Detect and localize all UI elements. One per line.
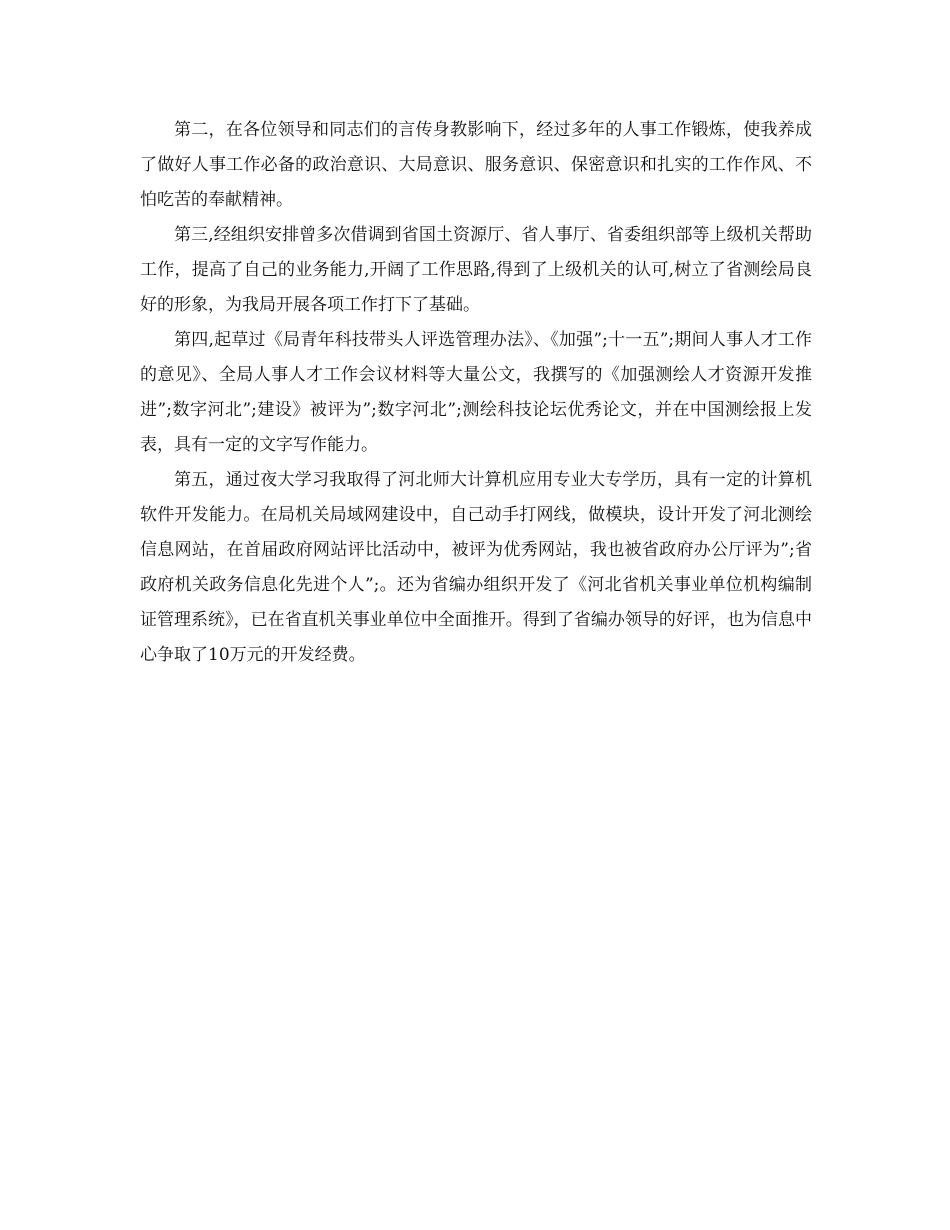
paragraph-fourth: 第四,起草过《局青年科技带头人评选管理办法》、《加强”;十一五”;期间人事人才工作的意见》、全局人事人才工作会议材料等大量公文，我撰写的《加强测绘人才资源开发推进”;数字河北”;建设》被评为”;数字河北”;测绘科技论坛优秀论文，并在中国测绘报上发表，具有一定的文字写作能力。 (140, 330, 812, 455)
paragraph-second: 第二，在各位领导和同志们的言传身教影响下，经过多年的人事工作锻炼，使我养成了做好人事工作必备的政治意识、大局意识、服务意识、保密意识和扎实的工作作风、不怕吃苦的奉献精神。 (140, 120, 812, 210)
document-body (140, 113, 812, 673)
paragraph-third: 第三,经组织安排曾多次借调到省国土资源厅、省人事厅、省委组织部等上级机关帮助工作，提高了自己的业务能力,开阔了工作思路,得到了上级机关的认可,树立了省测绘局良好的形象，为我局开展各项工作打下了基础。 (140, 225, 812, 315)
paragraph-fifth: 第五，通过夜大学习我取得了河北师大计算机应用专业大专学历，具有一定的计算机软件开发能力。在局机关局域网建设中，自己动手打网线，做模块，设计开发了河北测绘信息网站，在首届政府网站评比活动中，被评为优秀网站，我也被省政府办公厅评为”;省政府机关政务信息化先进个人”;。还为省编办组织开发了《河北省机关事业单位机构编制证管理系统》，已在省直机关事业单位中全面推开。得到了省编办领导的好评，也为信息中心争取了10万元的开发经费。 (140, 470, 812, 665)
